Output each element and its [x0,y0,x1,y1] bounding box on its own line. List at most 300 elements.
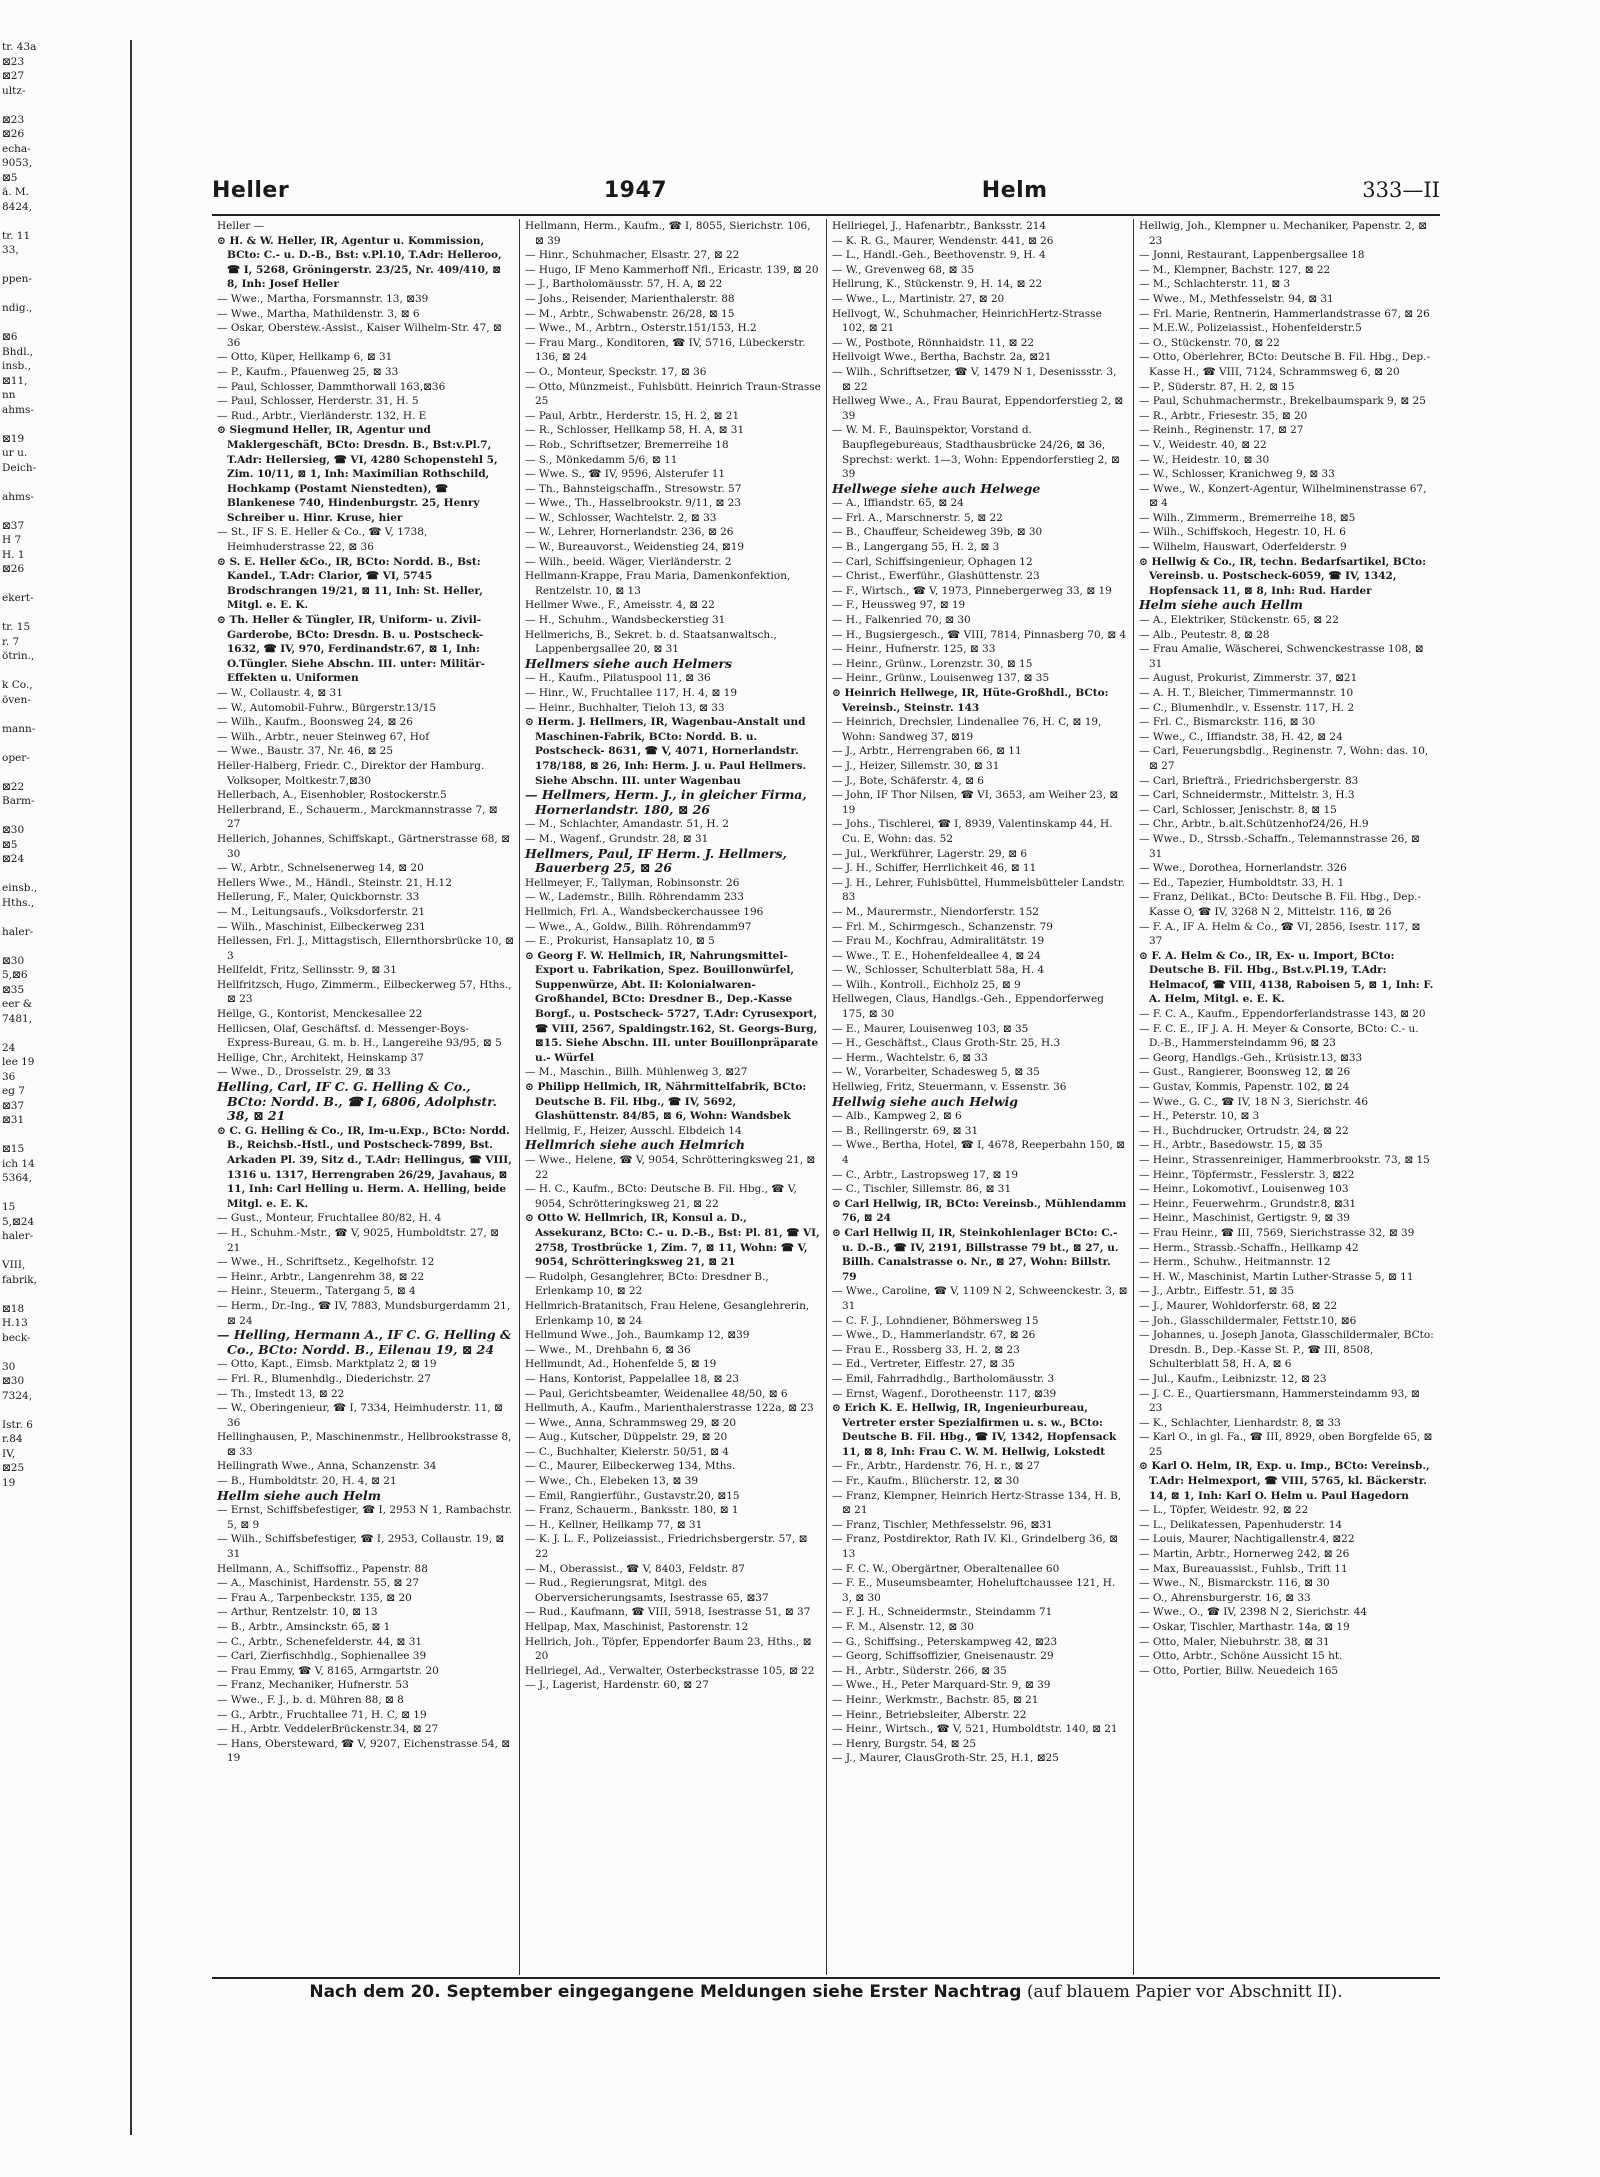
directory-entry: — Paul, Arbtr., Herderstr. 15, H. 2, ⊠ 21 [525,409,740,422]
margin-fragment: ahms- [2,403,34,416]
directory-entry: — Carl, Schlosser, Jenischstr. 8, ⊠ 15 [1139,803,1337,816]
directory-entry: — Franz, Postdirektor, Rath IV. Kl., Grindelberg 36, ⊠ 13 [832,1533,1118,1561]
directory-entry: — Franz, Tischler, Methfesselstr. 96, ⊠31 [832,1518,1053,1531]
margin-fragment: ahms- [2,490,34,503]
section-heading: Hellwig siehe auch Helwig [832,1093,1018,1109]
margin-fragment: ⊠23 [2,113,25,126]
directory-entry: — Wilh., Schriftsetzer, ☎ V, 1479 N 1, Desenissstr. 3, ⊠ 22 [832,365,1117,393]
firm-entry: ⊙ C. G. Helling & Co., IR, Im-u.Exp., BCto: Nordd. B., Reichsb.-Hstl., und Postscheck-7899, Bst. Arkaden Pl. 39, Sitz d., T.Adr: Hellingus, ☎ VIII, 1316 u. 1317, Herrengraben 26/29, Javahaus, ⊠ 11, Inh: Carl Helling u. Herm. A. Helling, beide Mitgl. e. E. K. [217,1124,512,1210]
margin-fragment: IV, [2,1447,16,1460]
margin-fragment: ⊠26 [2,563,25,575]
directory-entry: — F., Wirtsch., ☎ V, 1973, Pinnebergerweg 33, ⊠ 19 [832,584,1112,597]
directory-entry: — Carl, Feuerungsbdlg., Reginenstr. 7, Wohn: das. 10, ⊠ 27 [1139,745,1429,772]
directory-entry: Hellingrath Wwe., Anna, Schanzenstr. 34 [217,1460,437,1473]
directory-entry: — Franz, Delikat., BCto: Deutsche B. Fil. Hbg., Dep.-Kasse O, ☎ IV, 3268 N 2, Mittelstr. 116, ⊠ 26 [1139,891,1422,918]
directory-entry: — W., Vorarbeiter, Schadesweg 5, ⊠ 35 [832,1066,1040,1079]
directory-entry: Hellwig, Joh., Klempner u. Mechaniker, Papenstr. 2, ⊠ 23 [1139,220,1427,247]
directory-entry: — M., Oberassist., ☎ V, 8403, Feldstr. 87 [525,1562,745,1575]
firm-entry: ⊙ Hellwig & Co., IR, techn. Bedarfsartikel, BCto: Vereinsb. u. Postscheck-6059, ☎ IV, 1342, Hopfensack 11, ⊠ 8, Inh: Rud. Harder [1139,555,1427,597]
directory-entry: — Wwe., A., Goldw., Billh. Röhrendamm97 [525,920,752,933]
directory-entry: — Frau Marg., Konditoren, ☎ IV, 5716, Lübeckerstr. 136, ⊠ 24 [525,336,806,364]
directory-entry: — H., Schuhm., Wandsbeckerstieg 31 [525,614,726,627]
footer-note-bold: Nach dem 20. September eingegangene Meldungen siehe Erster Nachtrag [309,1982,1022,2002]
directory-entry: — Heinr., Betriebsleiter, Alberstr. 22 [832,1708,1027,1721]
margin-fragment: ⊠26 [2,128,25,140]
section-heading: Hellmrich siehe auch Helmrich [525,1137,746,1153]
directory-entry: — Otto, Portier, Billw. Neuedeich 165 [1139,1664,1339,1677]
margin-fragment [2,707,130,722]
directory-entry: — Karl O., in gl. Fa., ☎ III, 8929, oben Borgfelde 65, ⊠ 25 [1139,1431,1433,1458]
directory-entry: — Frl. C., Bismarckstr. 116, ⊠ 30 [1139,716,1316,729]
directory-entry: Hellfeldt, Fritz, Sellinsstr. 9, ⊠ 31 [217,964,397,977]
directory-entry: — H. W., Maschinist, Martin Luther-Strasse 5, ⊠ 11 [1139,1270,1414,1283]
directory-entry: — W., Automobil-Fuhrw., Bürgerstr.13/15 [217,701,437,714]
firm-entry: ⊙ Heinrich Hellwege, IR, Hüte-Großhdl., BCto: Vereinsb., Steinstr. 143 [832,687,1109,714]
margin-fragment: eg 7 [2,1085,25,1097]
directory-entry: — Fr., Kaufm., Blücherstr. 12, ⊠ 30 [832,1475,1020,1488]
margin-fragment: echa- [2,142,31,155]
directory-entry: Heller-Halberg, Friedr. C., Direktor der Hamburg. Volksoper, Moltkestr.7,⊠30 [217,759,485,787]
margin-fragment [2,867,130,882]
margin-fragment: ppen- [2,273,32,285]
directory-entry: — M.E.W., Polizeiassist., Hohenfelderstr.5 [1139,322,1362,335]
directory-entry: — Rud., Regierungsrat, Mitgl. des Oberversicherungsamts, Isestrasse 65, ⊠37 [525,1577,769,1604]
firm-entry: ⊙ S. E. Heller &Co., IR, BCto: Nordd. B., Bst: Kandel., T.Adr: Clarior, ☎ VI, 5745 Brodschrangen 19/21, ⊠ 11, Inh: St. Heller, Mitgl. e. E. K. [217,555,483,612]
directory-entry: — Wilh., Maschinist, Eilbeckerweg 231 [217,920,426,933]
directory-entry: Hellmig, F., Heizer, Ausschl. Elbdeich 14 [525,1124,742,1137]
margin-fragment: r.84 [2,1433,23,1445]
margin-fragment [2,316,130,331]
directory-entry: — Heinr., Steuerm., Tatergang 5, ⊠ 4 [217,1285,416,1298]
directory-entry: — Georg, Schiffsoffizier, Gneisenaustr. 29 [832,1650,1054,1663]
directory-entry: Hellweg Wwe., A., Frau Baurat, Eppendorferstieg 2, ⊠ 39 [832,395,1124,422]
directory-entry: Hellmeyer, F., Tallyman, Robinsonstr. 26 [525,876,740,889]
directory-entry: — Johannes, u. Joseph Janota, Glasschildermaler, BCto: Dresdn. B., Dep.-Kasse St. P., ☎ III, 8508, Schulterblatt 58, H. A, ⊠ 6 [1139,1329,1434,1371]
directory-entry: — Wwe., D., Strssb.-Schaffn., Telemannstrasse 26, ⊠ 31 [1139,832,1420,860]
directory-entry: — H., Geschäftst., Claus Groth-Str. 25, H.3 [832,1037,1061,1050]
margin-fragment: r. 7 [2,635,20,648]
directory-entry: — W., Schlosser, Kranichweg 9, ⊠ 33 [1139,468,1335,481]
margin-fragment: tr. 15 [2,621,31,633]
margin-fragment: 8424, [2,200,33,213]
page-header [212,178,1440,214]
directory-entry: — Th., Imstedt 13, ⊠ 22 [217,1387,345,1400]
margin-fragment: k Co., [2,679,33,691]
directory-entry: — Heinr., Hufnerstr. 125, ⊠ 33 [832,643,996,656]
header-left-keyword: Heller [212,178,290,203]
margin-fragment: Deich- [2,461,37,474]
margin-fragment: ⊠24 [2,853,25,865]
directory-entry: — B., Chauffeur, Scheideweg 39b, ⊠ 30 [832,526,1043,539]
margin-fragment [2,765,130,780]
directory-entry: — W. M. F., Bauinspektor, Vorstand d. Baupflegebureaus, Stadthausbrücke 24/26, ⊠ 36, Sprechst: werkt. 1—3, Wohn: Eppendorferstieg 2, ⊠ 39 [832,424,1120,481]
directory-entry: — H., Bugsiergesch., ☎ VIII, 7814, Pinnasberg 70, ⊠ 4 [832,628,1127,641]
directory-entry: — Emil, Rangierführ., Gustavstr.20, ⊠15 [525,1489,740,1502]
directory-entry: — K. R. G., Maurer, Wendenstr. 441, ⊠ 26 [832,234,1054,247]
margin-fragment: 24 [2,1041,16,1054]
directory-entry: — B., Langergang 55, H. 2, ⊠ 3 [832,541,1000,554]
directory-entry: Hellvogt, W., Schuhmacher, HeinrichHertz-Strasse 102, ⊠ 21 [832,307,1102,335]
directory-entry: — Jul., Werkführer, Lagerstr. 29, ⊠ 6 [832,847,1028,860]
directory-entry: — Ed., Vertreter, Eiffestr. 27, ⊠ 35 [832,1358,1015,1371]
margin-fragment: 19 [2,1476,16,1489]
directory-entry: — Arthur, Rentzelstr. 10, ⊠ 13 [217,1606,378,1619]
margin-fragment [2,606,130,621]
directory-entry: — Reinh., Reginenstr. 17, ⊠ 27 [1139,424,1304,437]
directory-entry: — C., Arbtr., Lastropsweg 17, ⊠ 19 [832,1168,1019,1181]
directory-entry: — Wwe., Caroline, ☎ V, 1109 N 2, Schweenckestr. 3, ⊠ 31 [832,1285,1128,1312]
firm-entry: ⊙ Philipp Hellmich, IR, Nährmittelfabrik, BCto: Deutsche B. Fil. Hbg., ☎ IV, 5692, Glashüttenstr. 84/85, ⊠ 6, Wohn: Wandsbek [525,1081,807,1123]
directory-entry: — Otto, Küper, Hellkamp 6, ⊠ 31 [217,351,393,364]
directory-entry: Hellmich, Frl. A., Wandsbeckerchaussee 196 [525,905,764,918]
directory-entry: — Carl, Briefträ., Friedrichsbergerstr. 83 [1139,774,1359,787]
directory-entry: — M., Schlachterstr. 11, ⊠ 3 [1139,278,1291,291]
directory-entry: — M., Leitungsaufs., Volksdorferstr. 21 [217,905,426,918]
margin-fragment [2,577,130,592]
directory-entry: — Frau Amalie, Wäscherei, Schwenckestrasse 108, ⊠ 31 [1139,643,1424,670]
directory-entry: — O., Stückenstr. 70, ⊠ 22 [1139,336,1280,349]
directory-entry: — Rud., Kaufmann, ☎ VIII, 5918, Isestrasse 51, ⊠ 37 [525,1606,811,1619]
directory-entry: — W., Heidestr. 10, ⊠ 30 [1139,453,1270,466]
header-right-keyword: Helm [981,178,1048,203]
margin-fragment: ä. M. [2,186,30,198]
directory-entry: Hellmer Wwe., F., Ameisstr. 4, ⊠ 22 [525,599,715,612]
margin-fragment: 5364, [2,1172,33,1184]
margin-fragment: ⊠5 [2,171,18,184]
directory-entry: Hellmund Wwe., Joh., Baumkamp 12, ⊠39 [525,1329,750,1342]
directory-entry: — Henry, Burgstr. 54, ⊠ 25 [832,1737,977,1750]
column-2 [519,219,826,1975]
directory-entry: — Wwe., Martha, Mathildenstr. 3, ⊠ 6 [217,307,420,320]
margin-fragment: mann- [2,722,36,735]
section-heading: Hellmers, Paul, IF Herm. J. Hellmers, Bauerberg 25, ⊠ 26 [525,845,787,876]
margin-fragment: Barm- [2,795,35,807]
margin-fragment: oper- [2,751,30,764]
section-heading: — Hellmers, Herm. J., in gleicher Firma, Hornerlandstr. 180, ⊠ 26 [525,787,807,817]
directory-entry: — John, IF Thor Nilsen, ☎ VI, 3653, am Weiher 23, ⊠ 19 [832,789,1119,816]
margin-fragment: ekert- [2,592,34,604]
margin-fragment: ⊠19 [2,432,25,445]
section-heading: Hellwege siehe auch Helwege [832,480,1041,496]
directory-entry: Hellerich, Johannes, Schiffskapt., Gärtnerstrasse 68, ⊠ 30 [217,832,510,860]
directory-entry: — Heinr., Arbtr., Langenrehm 38, ⊠ 22 [217,1270,425,1283]
directory-entry: — A., Iffiandstr. 65, ⊠ 24 [832,497,964,510]
directory-entry: — Alb., Kampweg 2, ⊠ 6 [832,1110,962,1123]
margin-fragment [2,736,130,751]
directory-entry: — Oskar, Tischler, Marthastr. 14a, ⊠ 19 [1139,1621,1350,1633]
directory-entry: — Georg, Handlgs.-Geh., Krüsistr.13, ⊠33 [1139,1051,1363,1064]
directory-entry: — J., Maurer, Wohldorferstr. 68, ⊠ 22 [1139,1299,1338,1312]
margin-fragment: ndig., [2,302,33,314]
directory-entry: — H., Schuhm.-Mstr., ☎ V, 9025, Humboldtstr. 27, ⊠ 21 [217,1226,499,1254]
firm-entry: ⊙ Herm. J. Hellmers, IR, Wagenbau-Anstalt und Maschinen-Fabrik, BCto: Nordd. B. u. Postscheck- 8631, ☎ V, 4071, Hornerlandstr. 178/188, ⊠ 26, Inh: Herm. J. u. Paul Hellmers. Siehe Abschn. III. unter Wagenbau [525,716,807,787]
directory-entry: — B., Humboldtstr. 20, H. 4, ⊠ 21 [217,1475,397,1488]
directory-entry: — Ernst, Schiffsbefestiger, ☎ I, 2953 N 1, Rambachstr. 5, ⊠ 9 [217,1504,513,1531]
margin-fragment: 36 [2,1070,16,1083]
directory-entry: — F., Heussweg 97, ⊠ 19 [832,599,966,612]
directory-columns [212,219,1440,1975]
margin-fragment: insb., [2,360,31,372]
directory-entry: — Hans, Kontorist, Pappelallee 18, ⊠ 23 [525,1372,740,1385]
directory-entry: — B., Arbtr., Amsinckstr. 65, ⊠ 1 [217,1621,391,1633]
directory-entry: — F. C. A., Kaufm., Eppendorferlandstrasse 143, ⊠ 20 [1139,1008,1426,1021]
directory-entry: — Heinr., Töpfermstr., Fesslerstr. 3, ⊠22 [1139,1168,1355,1181]
directory-entry: — Wwe., Bertha, Hotel, ☎ I, 4678, Reeperbahn 150, ⊠ 4 [832,1139,1125,1166]
directory-entry: — M., Wagenf., Grundstr. 28, ⊠ 31 [525,832,709,845]
firm-entry: ⊙ F. A. Helm & Co., IR, Ex- u. Import, BCto: Deutsche B. Fil. Hbg., Bst.v.Pl.19, T.Adr: Helmacof, ☎ VIII, 4138, Raboisen 5, ⊠ 1, Inh: F. A. Helm, Mitgl. e. E. K. [1139,949,1434,1006]
column-1 [212,219,519,1975]
directory-entry: — Joh., Glasschildermaler, Fettstr.10, ⊠6 [1139,1314,1357,1327]
directory-entry: Hellpap, Max, Maschinist, Pastorenstr. 12 [525,1621,749,1633]
directory-entry: Hellinghausen, P., Maschinenmstr., Hellbrookstrasse 8, ⊠ 33 [217,1431,512,1458]
directory-entry: — A. H. T., Bleicher, Timmermannstr. 10 [1139,687,1354,699]
directory-entry: — H., Arbtr. VeddelerBrückenstr.34, ⊠ 27 [217,1723,439,1736]
directory-entry: Hellwieg, Fritz, Steuermann, v. Essenstr. 36 [832,1081,1067,1094]
margin-fragment: 30 [2,1360,16,1373]
directory-entry: — Wwe., N., Bismarckstr. 116, ⊠ 30 [1139,1577,1330,1590]
directory-entry: — J., Heizer, Sillemstr. 30, ⊠ 31 [832,759,1000,772]
margin-fragment: ⊠35 [2,983,25,996]
directory-entry: — A., Maschinist, Hardenstr. 55, ⊠ 27 [217,1577,420,1590]
directory-entry: — Wwe., Helene, ☎ V, 9054, Schrötteringksweg 21, ⊠ 22 [525,1154,816,1181]
directory-entry: Hellge, G., Kontorist, Menckesallee 22 [217,1008,423,1021]
directory-entry: — J. C. E., Quartiersmann, Hammersteindamm 93, ⊠ 23 [1139,1387,1420,1415]
directory-entry: — M., Schlachter, Amandastr. 51, H. 2 [525,818,729,831]
firm-entry: ⊙ Th. Heller & Tüngler, IR, Uniform- u. Zivil-Garderobe, BCto: Dresdn. B. u. Postscheck- 1632, ☎ IV, 970, Ferdinandstr.67, ⊠ 1, Inh: O.Tüngler. Siehe Abschn. III. unter: Militär-Effekten u. Uniformen [217,614,485,685]
directory-entry: — H., Arbtr., Süderstr. 266, ⊠ 35 [832,1664,1007,1677]
directory-entry: — Wwe., Th., Hasselbrookstr. 9/11, ⊠ 23 [525,497,742,510]
directory-entry: — Otto, Kapt., Eimsb. Marktplatz 2, ⊠ 19 [217,1358,437,1371]
directory-entry: — O., Monteur, Speckstr. 17, ⊠ 36 [525,365,707,378]
firm-entry: ⊙ H. & W. Heller, IR, Agentur u. Kommission, BCto: C.- u. D.-B., Bst: v.Pl.10, T.Adr: Helleroo, ☎ I, 5268, Gröningerstr. 23/25, Nr. 409/410, ⊠ 8, Inh: Josef Heller [217,234,502,291]
directory-entry: — M., Klempner, Bachstr. 127, ⊠ 22 [1139,263,1331,276]
directory-entry: — Hugo, IF Meno Kammerhoff Nfl., Ericastr. 139, ⊠ 20 [525,263,819,276]
directory-entry: Hellerung, F., Maler, Quickbornstr. 33 [217,891,420,904]
directory-entry: — Carl, Schiffsingenieur, Ophagen 12 [832,555,1033,568]
directory-entry: — Louis, Maurer, Nachtigallenstr.4, ⊠22 [1139,1533,1355,1546]
directory-entry: — W., Bureauvorst., Weidenstieg 24, ⊠19 [525,541,745,554]
margin-fragment [2,417,130,432]
directory-entry: — R., Arbtr., Friesestr. 35, ⊠ 20 [1139,409,1308,422]
footer-rule [212,1977,1440,1979]
directory-entry: — P., Süderstr. 87, H. 2, ⊠ 15 [1139,380,1295,393]
directory-entry: — H., Falkenried 70, ⊠ 30 [832,614,971,627]
directory-entry: — Franz, Schauerm., Banksstr. 180, ⊠ 1 [525,1504,739,1517]
margin-fragment: öven- [2,693,31,706]
column-3 [826,219,1133,1975]
directory-entry: — Herm., Wachtelstr. 6, ⊠ 33 [832,1051,988,1064]
margin-fragment: ultz- [2,84,26,97]
margin-fragment [2,939,130,954]
margin-fragment [2,1244,130,1259]
directory-entry: — Martin, Arbtr., Hornerweg 242, ⊠ 26 [1139,1548,1350,1561]
margin-fragment [2,287,130,302]
directory-entry: — Wwe., C., Iffiandstr. 38, H. 42, ⊠ 24 [1139,730,1343,743]
margin-fragment: 5,⊠6 [2,969,28,981]
margin-fragment: fabrik, [2,1273,37,1286]
margin-fragment: ⊠25 [2,1462,25,1474]
margin-fragment [2,1186,130,1201]
margin-fragment: eer & [2,998,33,1010]
directory-entry: Hellvoigt Wwe., Bertha, Bachstr. 2a, ⊠21 [832,351,1052,364]
margin-fragment: H 7 [2,534,22,546]
directory-entry: — Frau E., Rossberg 33, H. 2, ⊠ 23 [832,1343,1020,1356]
directory-entry: — Wwe., D., Drosselstr. 29, ⊠ 33 [217,1066,391,1079]
margin-fragment: ⊠31 [2,1114,25,1126]
directory-entry: — E., Maurer, Louisenweg 103, ⊠ 35 [832,1022,1029,1035]
directory-entry: — Ernst, Wagenf., Dorotheenstr. 117, ⊠39 [832,1387,1057,1400]
directory-entry: — Wwe., Anna, Schrammsweg 29, ⊠ 20 [525,1416,737,1429]
directory-entry: — Jonni, Restaurant, Lappenbergsallee 18 [1139,249,1365,262]
directory-entry: — Wwe., Dorothea, Hornerlandstr. 326 [1139,862,1347,875]
margin-fragment: ⊠30 [2,1375,25,1387]
margin-fragment: haler- [2,1230,34,1242]
directory-entry: — Heinr., Buchhalter, Tieloh 13, ⊠ 33 [525,701,725,714]
margin-fragment: VIII, [2,1259,26,1271]
firm-entry: ⊙ Erich K. E. Hellwig, IR, Ingenieurbureau, Vertreter erster Spezialfirmen u. s. w., BCto: Deutsche B. Fil. Hbg., ☎ IV, 1342, Hopfensack 11, ⊠ 8, Inh: Frau C. W. M. Hellwig, Lokstedt [832,1402,1117,1458]
directory-entry: Hellessen, Frl. J., Mittagstisch, Ellernthorsbrücke 10, ⊠ 3 [217,935,514,962]
directory-entry: — L., Delikatessen, Papenhuderstr. 14 [1139,1518,1343,1531]
directory-entry: Hellerbrand, E., Schauerm., Marckmannstrasse 7, ⊠ 27 [217,803,498,831]
directory-entry: — Wwe., H., Schriftsetz., Kegelhofstr. 12 [217,1256,435,1269]
directory-entry: Hellmrich-Bratanitsch, Frau Helene, Gesanglehrerin, Erlenkamp 10, ⊠ 24 [525,1299,810,1327]
directory-entry: — Wilh., Kontroll., Eichholz 25, ⊠ 9 [832,978,1021,991]
margin-fragment: H. 1 [2,548,25,561]
directory-entry: Hellrich, Joh., Töpfer, Eppendorfer Baum 23, Hths., ⊠ 20 [525,1635,812,1663]
directory-entry: — Carl, Schneidermstr., Mittelstr. 3, H.3 [1139,789,1355,802]
directory-entry: — W., Schlosser, Schulterblatt 58a, H. 4 [832,964,1045,977]
margin-fragment: beck- [2,1331,31,1344]
directory-entry: — Frl. A., Marschnerstr. 5, ⊠ 22 [832,511,1003,524]
directory-entry: — Wwe., M., Arbtrn., Osterstr.151/153, H.2 [525,322,757,335]
directory-entry: — Heinr., Feuerwehrm., Grundstr.8, ⊠31 [1139,1197,1357,1210]
directory-entry: — W., Collaustr. 4, ⊠ 31 [217,687,343,699]
directory-entry: — H., Arbtr., Basedowstr. 15, ⊠ 35 [1139,1139,1323,1152]
directory-entry: — St., IF S. E. Heller & Co., ☎ V, 1738, Heimhuderstrasse 22, ⊠ 36 [217,526,428,554]
directory-entry: — M., Arbtr., Schwabenstr. 26/28, ⊠ 15 [525,307,735,320]
directory-entry: — Fr., Arbtr., Hardenstr. 76, H. r., ⊠ 27 [832,1460,1040,1473]
directory-entry: — Gust., Rangierer, Boonsweg 12, ⊠ 26 [1139,1066,1351,1079]
margin-fragment: ⊠23 [2,55,25,68]
firm-entry: ⊙ Carl Hellwig II, IR, Steinkohlenlager BCto: C.- u. D.-B., ☎ IV, 2191, Billstrasse 79 bt., ⊠ 27, u. Billh. Canalstrasse o. Nr., ⊠ 27, Wohn: Billstr. 79 [832,1226,1119,1283]
directory-entry: — Franz, Klempner, Heinrich Hertz-Strasse 134, H. B, ⊠ 21 [832,1489,1122,1517]
directory-entry: — Franz, Mechaniker, Hufnerstr. 53 [217,1679,409,1692]
margin-fragment [2,1403,130,1418]
directory-entry: — C. F. J., Lohndiener, Böhmersweg 15 [832,1314,1039,1327]
directory-entry: Heller — [217,220,265,232]
directory-entry: — F. C. W., Obergärtner, Oberaltenallee 60 [832,1562,1060,1575]
firm-entry: ⊙ Georg F. W. Hellmich, IR, Nahrungsmittel-Export u. Fabrikation, Spez. Bouillonwürfel, Suppenwürze, Abt. II: Kolonialwaren-Großhandel, BCto: Dresdner B., Dep.-Kasse Borgf., u. Postscheck- 5727, T.Adr: Cyrusexport, ☎ VIII, 2567, Spaldingstr.162, St. Georgs-Burg, ⊠15. Siehe Abschn. III. unter Bouillonpräparate u.- Würfel [525,949,819,1064]
directory-entry: — F. J. H., Schneidermstr., Steindamm 71 [832,1606,1053,1619]
directory-entry: — Wwe., Martha, Forsmannstr. 13, ⊠39 [217,292,429,305]
margin-fragment [2,1287,130,1302]
directory-entry: — W., Grevenweg 68, ⊠ 35 [832,263,975,276]
directory-entry: — W., Lehrer, Hornerlandstr. 236, ⊠ 26 [525,526,734,539]
margin-fragment [2,1345,130,1360]
section-heading: Hellmers siehe auch Helmers [525,655,733,671]
directory-entry: Hellerbach, A., Eisenhobler, Rostockerstr.5 [217,789,447,802]
directory-entry: — A., Elektriker, Stückenstr. 65, ⊠ 22 [1139,614,1339,627]
directory-entry: Hellriegel, Ad., Verwalter, Osterbeckstrasse 105, ⊠ 22 [525,1664,815,1677]
directory-entry: Hellmann, A., Schiffsoffiz., Papenstr. 88 [217,1562,428,1575]
directory-entry: — Wwe., G. C., ☎ IV, 18 N 3, Sierichstr. 46 [1139,1095,1369,1108]
directory-entry: — Rob., Schriftsetzer, Bremerreihe 18 [525,438,729,451]
directory-entry: — M., Maurermstr., Niendorferstr. 152 [832,905,1039,918]
directory-entry: — Otto, Oberlehrer, BCto: Deutsche B. Fil. Hbg., Dep.-Kasse H., ☎ VIII, 7124, Schrammsweg 6, ⊠ 20 [1139,351,1431,378]
directory-entry: Hellmann-Krappe, Frau Maria, Damenkonfektion, Rentzelstr. 10, ⊠ 13 [525,570,791,597]
directory-entry: — Hinr., Schuhmacher, Elsastr. 27, ⊠ 22 [525,249,740,262]
directory-entry: — W., Oberingenieur, ☎ I, 7334, Heimhuderstr. 11, ⊠ 36 [217,1402,503,1429]
directory-entry: — J. H., Lehrer, Fuhlsbüttel, Hummelsbütteler Landstr. 83 [832,876,1125,904]
firm-entry: ⊙ Karl O. Helm, IR, Exp. u. Imp., BCto: Vereinsb., T.Adr: Helmexport, ☎ VIII, 5765, kl. Bäckerstr. 14, ⊠ 1, Inh: Karl O. Helm u. Paul Hagedorn [1139,1460,1430,1502]
directory-entry: — Otto, Arbtr., Schöne Aussicht 15 ht. [1139,1650,1343,1663]
directory-entry: — Wwe., Baustr. 37, Nr. 46, ⊠ 25 [217,745,394,758]
margin-fragment: 7324, [2,1389,33,1402]
directory-entry: Hellige, Chr., Architekt, Heinskamp 37 [217,1051,424,1064]
directory-entry: — Paul, Schlosser, Dammthorwall 163,⊠36 [217,380,446,393]
margin-fragment: Hths., [2,896,35,909]
directory-entry: — J., Bartholomäusstr. 57, H. A, ⊠ 22 [525,278,723,291]
directory-entry: — Paul, Gerichtsbeamter, Weidenallee 48/50, ⊠ 6 [525,1387,788,1400]
header-year: 1947 [603,178,668,203]
directory-entry: — Wilh., Arbtr., neuer Steinweg 67, Hof [217,730,430,743]
directory-entry: — Hans, Obersteward, ☎ V, 9207, Eichenstrasse 54, ⊠ 19 [217,1737,511,1765]
margin-fragment: Bhdl., [2,345,34,358]
margin-fragment [2,1026,130,1041]
directory-entry: — Ed., Tapezier, Humboldtstr. 33, H. 1 [1139,876,1345,889]
directory-entry: — O., Ahrensburgerstr. 16, ⊠ 33 [1139,1591,1311,1604]
margin-fragment: 7481, [2,1012,33,1025]
directory-entry: Hellmerichs, B., Sekret. b. d. Staatsanwaltsch., Lappenbergsallee 20, ⊠ 31 [525,628,777,656]
directory-entry: — Rud., Arbtr., Vierländerstr. 132, H. E [217,409,427,422]
directory-entry: — Johs., Tischlerei, ☎ I, 8939, Valentinskamp 44, H. Cu. E, Wohn: das. 52 [832,818,1113,845]
margin-fragment: lee 19 [2,1056,35,1068]
directory-entry: — Wwe., D., Hammerlandstr. 67, ⊠ 26 [832,1329,1036,1342]
directory-entry: — J., Lagerist, Hardenstr. 60, ⊠ 27 [525,1679,709,1692]
directory-entry: — Wwe., O., ☎ IV, 2398 N 2, Sierichstr. 44 [1139,1606,1368,1619]
directory-entry: — Frau Heinr., ☎ III, 7569, Sierichstrasse 32, ⊠ 39 [1139,1226,1415,1239]
directory-entry: — Heinr., Strassenreiniger, Hammerbrookstr. 73, ⊠ 15 [1139,1154,1430,1166]
directory-entry: Hellmundt, Ad., Hohenfelde 5, ⊠ 19 [525,1358,717,1371]
margin-fragment: nn [2,389,16,401]
directory-entry: — H., Buchdrucker, Ortrudstr. 24, ⊠ 22 [1139,1124,1349,1137]
directory-entry: — W., Lademstr., Billh. Röhrendamm 233 [525,891,744,904]
directory-entry: Hellwegen, Claus, Handlgs.-Geh., Eppendorferweg 175, ⊠ 30 [832,993,1104,1021]
margin-fragment: ⊠37 [2,519,25,532]
directory-entry: — C., Arbtr., Schenefelderstr. 44, ⊠ 31 [217,1635,423,1648]
directory-entry: — Aug., Kutscher, Düppelstr. 29, ⊠ 20 [525,1431,728,1444]
directory-entry: — C., Buchhalter, Kielerstr. 50/51, ⊠ 4 [525,1445,729,1458]
directory-entry: — Carl, Zierfischhdlg., Sophienallee 39 [217,1650,427,1663]
margin-fragment: 15 [2,1201,16,1213]
directory-entry: — Wwe., Ch., Elebeken 13, ⊠ 39 [525,1475,699,1488]
directory-entry: — F. E., Museumsbeamter, Hoheluftchaussee 121, H. 3, ⊠ 30 [832,1577,1116,1604]
directory-entry: — Wilh., Schiffskoch, Hegestr. 10, H. 6 [1139,526,1346,539]
directory-entry: — Wilh., Zimmerm., Bremerreihe 18, ⊠5 [1139,511,1356,524]
directory-entry: — Rudolph, Gesanglehrer, BCto: Dresdner B., Erlenkamp 10, ⊠ 22 [525,1270,769,1298]
left-margin-strip [0,40,132,2135]
margin-fragment: ⊠30 [2,824,25,836]
column-4 [1133,219,1440,1975]
directory-entry: Hellrung, K., Stückenstr. 9, H. 14, ⊠ 22 [832,278,1043,291]
margin-fragment: 33, [2,244,19,256]
margin-fragment: tr. 43a [2,41,37,53]
directory-entry: — F. A., IF A. Helm & Co., ☎ VI, 2856, Isestr. 117, ⊠ 37 [1139,920,1421,948]
directory-entry: — F. C. E., IF J. A. H. Meyer & Consorte, BCto: C.- u. D.-B., Hammersteindamm 96, ⊠ 23 [1139,1022,1419,1050]
directory-entry: — K. J. L. F., Polizeiassist., Friedrichsbergerstr. 57, ⊠ 22 [525,1533,808,1561]
directory-entry: — Heinr., Wirtsch., ☎ V, 521, Humboldtstr. 140, ⊠ 21 [832,1723,1118,1736]
directory-entry: — Heinr., Grünw., Louisenweg 137, ⊠ 35 [832,672,1050,685]
